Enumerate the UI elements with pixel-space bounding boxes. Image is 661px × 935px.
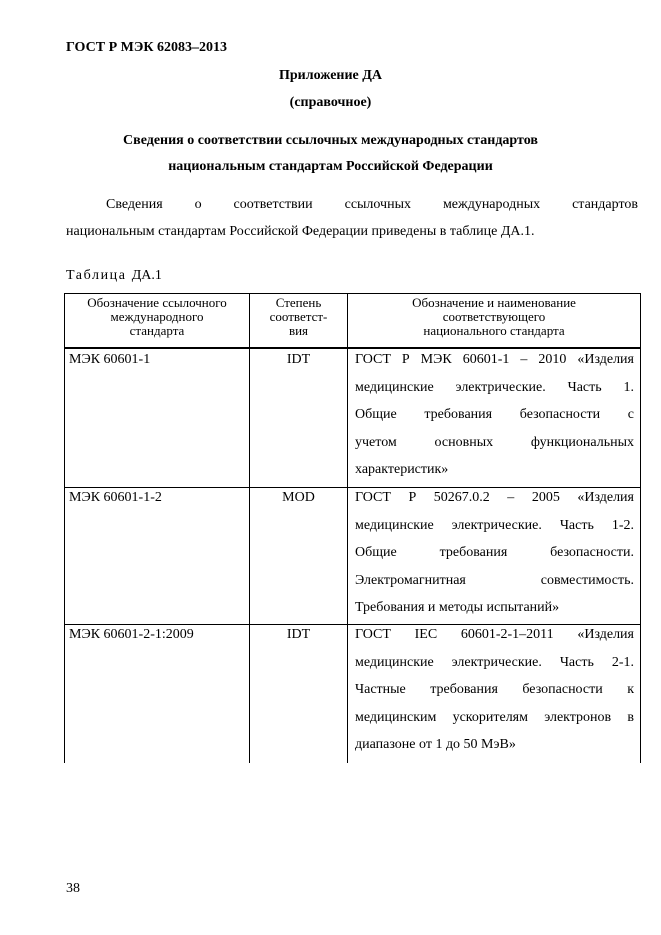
row-1-intl-standard: МЭК 60601-1 <box>69 352 151 367</box>
row-2-intl-standard: МЭК 60601-1-2 <box>69 490 162 505</box>
row-3-national-line-1: ГОСТ IEC 60601-2-1–2011 «Изделия <box>355 627 634 642</box>
header-national-line-3: национального стандарта <box>423 323 565 338</box>
row-1-degree: IDT <box>286 352 311 367</box>
row-2-national-line-2: медицинские электрические. Часть 1-2. <box>355 517 634 533</box>
row-2-national-standard <box>355 484 634 622</box>
table-column-divider-2 <box>347 293 348 763</box>
header-intl-standard <box>65 296 249 338</box>
row-1-national-line-3: Общие требования безопасности с <box>355 407 634 422</box>
row-3-intl-standard: МЭК 60601-2-1:2009 <box>69 627 194 642</box>
page-number: 38 <box>66 881 80 896</box>
row-2-national-line-1: ГОСТ Р 50267.0.2 – 2005 «Изделия <box>355 490 634 505</box>
section-title-line-2: национальным стандартам Российской Федерации <box>168 159 493 174</box>
row-2-degree: MOD <box>282 490 315 505</box>
table-top-border <box>64 293 641 294</box>
table-caption <box>66 268 162 284</box>
row-3-national-standard <box>355 621 634 759</box>
row-3-national-line-3: Частные требования безопасности к <box>355 682 634 697</box>
header-intl-line-2: международного <box>110 309 204 324</box>
header-degree-line-2: соответст- <box>269 309 328 324</box>
row-3-degree: IDT <box>286 627 311 642</box>
header-national-line-1: Обозначение и наименование <box>412 295 576 310</box>
appendix-title: Приложение ДА <box>278 68 383 83</box>
paragraph-line-2: национальным стандартам Российской Федерации приведены в таблице ДА.1. <box>66 224 535 239</box>
row-1-national-line-2: медицинские электрические. Часть 1. <box>355 379 634 395</box>
header-degree-line-3: вия <box>288 323 309 338</box>
section-title-line-1: Сведения о соответствии ссылочных международных стандартов <box>123 133 538 148</box>
row-3-national-line-2: медицинские электрические. Часть 2-1. <box>355 654 634 670</box>
table-left-border <box>64 293 65 763</box>
row-3-national-line-4: медицинским ускорителям электронов в <box>355 709 634 725</box>
appendix-subtitle: (справочное) <box>289 95 372 110</box>
paragraph-line-1: Сведения о соответствии ссылочных международных стандартов <box>106 197 638 212</box>
row-1-national-standard <box>355 346 634 484</box>
row-1-national-line-5: характеристик» <box>355 462 449 477</box>
row-1-national-line-4: учетом основных функциональных <box>355 434 634 450</box>
row-2-national-line-3: Общие требования безопасности. <box>355 545 634 560</box>
table-caption-word: Таблица <box>66 268 127 283</box>
row-1-national-line-1: ГОСТ Р МЭК 60601-1 – 2010 «Изделия <box>355 352 634 367</box>
document-code: ГОСТ Р МЭК 62083–2013 <box>66 40 227 55</box>
header-intl-line-3: стандарта <box>129 323 185 338</box>
table-caption-number: ДА.1 <box>131 268 162 283</box>
header-intl-line-1: Обозначение ссылочного <box>87 295 227 310</box>
header-national-standard <box>348 296 640 338</box>
header-degree <box>250 296 347 338</box>
header-degree-line-1: Степень <box>275 295 322 310</box>
header-national-line-2: соответствующего <box>442 309 546 324</box>
row-3-national-line-5: диапазоне от 1 до 50 МэВ» <box>355 737 516 752</box>
row-2-national-line-4: Электромагнитная совместимость. <box>355 572 634 588</box>
row-2-national-line-5: Требования и методы испытаний» <box>355 600 560 615</box>
table-right-border <box>640 293 641 763</box>
